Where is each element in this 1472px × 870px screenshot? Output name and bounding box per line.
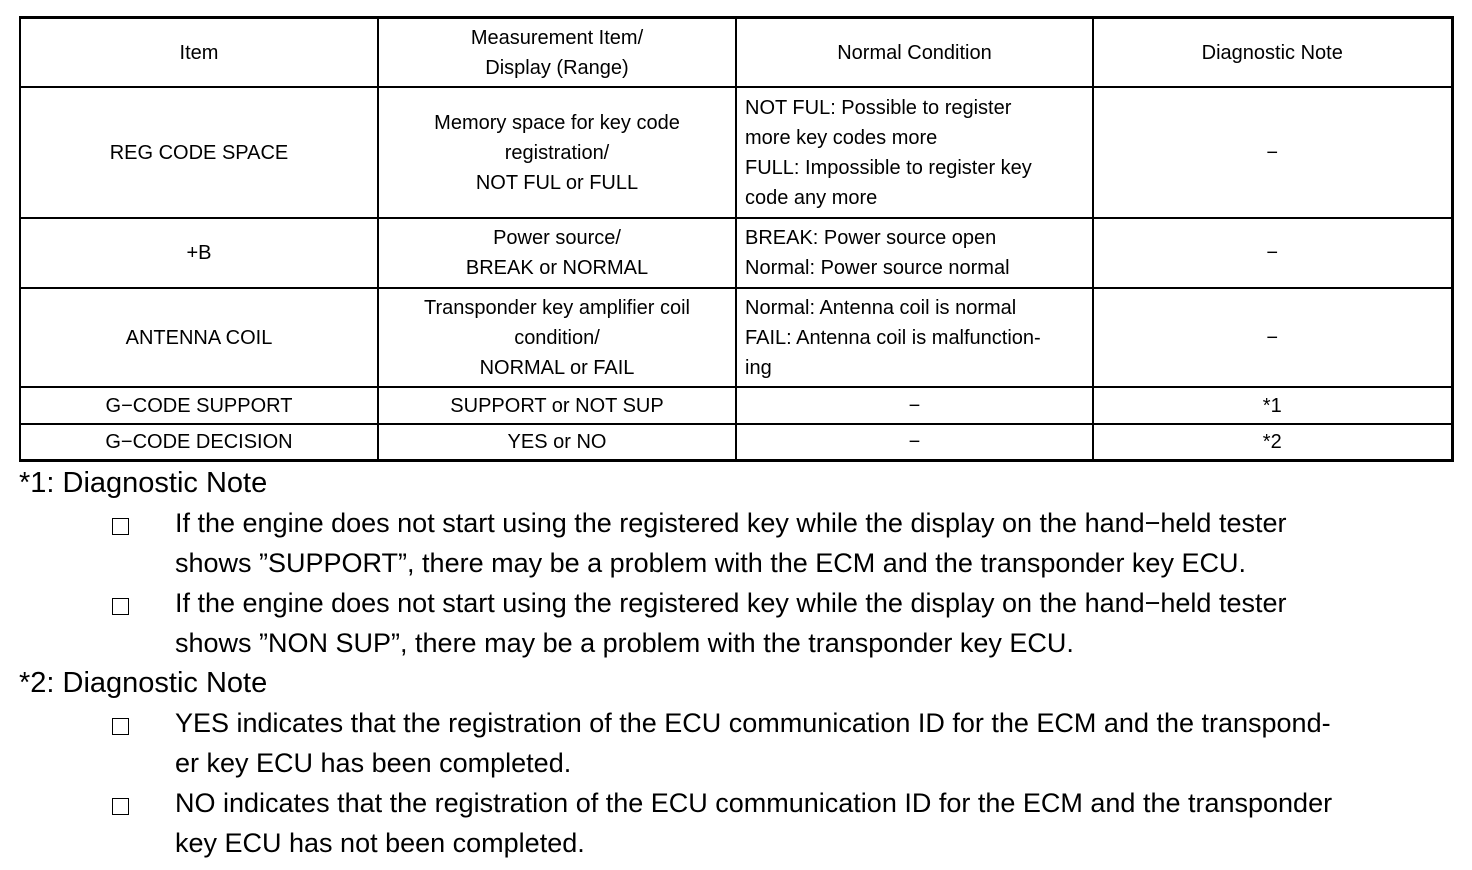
- note-section: [19, 463, 1459, 663]
- table-row: [20, 218, 1452, 288]
- cell-item: G−CODE DECISION: [20, 424, 378, 460]
- cell-normal-condition: −: [736, 424, 1093, 460]
- cell-line: BREAK or NORMAL: [465, 257, 649, 279]
- header-normal-condition: [736, 18, 1093, 88]
- bullet-line: If the engine does not start using the registered key while the display on the hand−held tester: [175, 588, 1287, 618]
- cell-line: Power source/: [493, 227, 621, 249]
- table-row: [20, 424, 1452, 460]
- cell-line: registration/: [504, 141, 610, 164]
- cell-measurement: SUPPORT or NOT SUP: [378, 387, 736, 424]
- cell-line: ing: [745, 356, 772, 379]
- cell-line: NOT FUL: Possible to register: [745, 96, 1012, 119]
- cell-item: +B: [20, 218, 378, 288]
- cell-line: Memory space for key code: [434, 111, 680, 134]
- header-line: Measurement Item/: [470, 26, 644, 49]
- note-bullet: [19, 503, 1459, 583]
- cell-line: NORMAL or FAIL: [479, 356, 635, 379]
- cell-line: Transponder key amplifier coil: [423, 296, 691, 319]
- cell-line: NOT FUL or FULL: [475, 171, 639, 194]
- cell-line: condition/: [514, 326, 600, 349]
- cell-diagnostic-note: *2: [1093, 424, 1452, 460]
- header-line: Normal Condition: [837, 41, 992, 64]
- note-bullet: [19, 783, 1459, 863]
- cell-item: ANTENNA COIL: [20, 288, 378, 387]
- cell-line: Normal: Power source normal: [745, 257, 1010, 279]
- cell-line: FULL: Impossible to register key: [745, 156, 1032, 179]
- cell-normal-condition: [736, 288, 1093, 387]
- header-line: Diagnostic Note: [1201, 41, 1343, 64]
- cell-line: more key codes more: [745, 126, 938, 149]
- cell-measurement: [378, 87, 736, 218]
- table-header-row: [20, 18, 1452, 88]
- diagnostic-table: [19, 16, 1454, 462]
- checkbox-square-icon: [112, 798, 129, 815]
- note-title: *1: Diagnostic Note: [19, 467, 268, 499]
- cell-normal-condition: [736, 218, 1093, 288]
- cell-item: G−CODE SUPPORT: [20, 387, 378, 424]
- cell-item: REG CODE SPACE: [20, 87, 378, 218]
- checkbox-square-icon: [112, 518, 129, 535]
- table-row: [20, 87, 1452, 218]
- cell-diagnostic-note: −: [1093, 87, 1452, 218]
- bullet-line: shows ”SUPPORT”, there may be a problem with the ECM and the transponder key ECU.: [175, 548, 1246, 578]
- cell-line: code any more: [745, 186, 878, 209]
- bullet-line: NO indicates that the registration of the ECU communication ID for the ECM and the transponder: [175, 788, 1333, 818]
- note-bullet: [19, 583, 1459, 663]
- cell-line: FAIL: Antenna coil is malfunction-: [745, 326, 1041, 349]
- bullet-line: YES indicates that the registration of the ECU communication ID for the ECM and the transpond-: [175, 708, 1331, 738]
- checkbox-square-icon: [112, 598, 129, 615]
- bullet-line: key ECU has not been completed.: [175, 828, 585, 858]
- note-title: *2: Diagnostic Note: [19, 667, 268, 699]
- cell-measurement: YES or NO: [378, 424, 736, 460]
- header-measurement: [378, 18, 736, 88]
- bullet-line: shows ”NON SUP”, there may be a problem with the transponder key ECU.: [175, 628, 1074, 658]
- table-row: [20, 387, 1452, 424]
- cell-normal-condition: [736, 87, 1093, 218]
- cell-diagnostic-note: −: [1093, 218, 1452, 288]
- header-diagnostic-note: [1093, 18, 1452, 88]
- header-item: [20, 18, 378, 88]
- bullet-line: If the engine does not start using the registered key while the display on the hand−held tester: [175, 508, 1287, 538]
- header-line: Display (Range): [485, 56, 629, 79]
- cell-measurement: [378, 218, 736, 288]
- bullet-line: er key ECU has been completed.: [175, 748, 572, 778]
- cell-diagnostic-note: *1: [1093, 387, 1452, 424]
- note-bullet: [19, 703, 1459, 783]
- cell-diagnostic-note: −: [1093, 288, 1452, 387]
- cell-normal-condition: −: [736, 387, 1093, 424]
- checkbox-square-icon: [112, 718, 129, 735]
- note-section: [19, 663, 1459, 863]
- header-line: Item: [179, 41, 219, 64]
- diagnostic-notes: [19, 463, 1459, 863]
- cell-line: BREAK: Power source open: [745, 227, 997, 249]
- cell-measurement: [378, 288, 736, 387]
- cell-line: Normal: Antenna coil is normal: [745, 296, 1017, 319]
- table-row: [20, 288, 1452, 387]
